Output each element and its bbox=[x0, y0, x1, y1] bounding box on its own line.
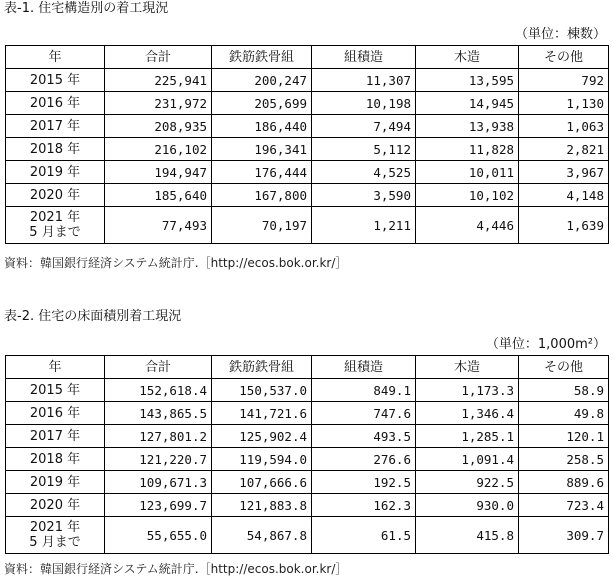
masonry-cell: 4,525 bbox=[312, 161, 416, 184]
wood-cell: 10,011 bbox=[416, 161, 519, 184]
column-header-wood: 木造 bbox=[416, 46, 519, 69]
table-row bbox=[6, 471, 609, 494]
steel-cell: 167,800 bbox=[212, 184, 312, 207]
other-cell: 723.4 bbox=[519, 494, 609, 517]
total-cell: 77,493 bbox=[105, 207, 212, 244]
year-cell bbox=[6, 207, 105, 244]
year-line: 2021 年 bbox=[29, 210, 81, 225]
year-line: 2021 年 bbox=[29, 520, 81, 535]
other-cell: 889.6 bbox=[519, 471, 609, 494]
table-row bbox=[6, 161, 609, 184]
other-cell: 4,148 bbox=[519, 184, 609, 207]
table-row bbox=[6, 494, 609, 517]
wood-cell: 11,828 bbox=[416, 138, 519, 161]
masonry-cell: 7,494 bbox=[312, 115, 416, 138]
total-cell: 225,941 bbox=[105, 69, 212, 92]
masonry-cell: 162.3 bbox=[312, 494, 416, 517]
masonry-cell: 1,211 bbox=[312, 207, 416, 244]
steel-cell: 141,721.6 bbox=[212, 402, 312, 425]
other-cell: 1,639 bbox=[519, 207, 609, 244]
other-cell: 49.8 bbox=[519, 402, 609, 425]
steel-cell: 70,197 bbox=[212, 207, 312, 244]
year-cell: 2015 年 bbox=[6, 69, 105, 92]
table-row bbox=[6, 402, 609, 425]
column-header-total: 合計 bbox=[105, 356, 212, 379]
total-cell: 55,655.0 bbox=[105, 517, 212, 554]
table-row bbox=[6, 448, 609, 471]
table1-unit: （単位：棟数） bbox=[514, 27, 606, 42]
total-cell: 208,935 bbox=[105, 115, 212, 138]
masonry-cell: 276.6 bbox=[312, 448, 416, 471]
total-cell: 231,972 bbox=[105, 92, 212, 115]
wood-cell: 1,285.1 bbox=[416, 425, 519, 448]
wood-cell: 4,446 bbox=[416, 207, 519, 244]
total-cell: 121,220.7 bbox=[105, 448, 212, 471]
other-cell: 309.7 bbox=[519, 517, 609, 554]
column-header-other: その他 bbox=[519, 356, 609, 379]
total-cell: 216,102 bbox=[105, 138, 212, 161]
other-cell: 58.9 bbox=[519, 379, 609, 402]
steel-cell: 150,537.0 bbox=[212, 379, 312, 402]
year-cell bbox=[6, 517, 105, 554]
column-header-other: その他 bbox=[519, 46, 609, 69]
year-cell: 2017 年 bbox=[6, 115, 105, 138]
year-cell: 2017 年 bbox=[6, 425, 105, 448]
other-cell: 3,967 bbox=[519, 161, 609, 184]
column-header-year: 年 bbox=[6, 46, 105, 69]
table-row bbox=[6, 69, 609, 92]
masonry-cell: 747.6 bbox=[312, 402, 416, 425]
table-row bbox=[6, 517, 609, 554]
steel-cell: 186,440 bbox=[212, 115, 312, 138]
wood-cell: 415.8 bbox=[416, 517, 519, 554]
table2-unit: （単位：1,000m²） bbox=[485, 337, 606, 352]
table-row bbox=[6, 184, 609, 207]
other-cell: 1,130 bbox=[519, 92, 609, 115]
total-cell: 194,947 bbox=[105, 161, 212, 184]
wood-cell: 14,945 bbox=[416, 92, 519, 115]
column-header-year: 年 bbox=[6, 356, 105, 379]
column-header-steel: 鉄筋鉄骨組 bbox=[212, 356, 312, 379]
total-cell: 152,618.4 bbox=[105, 379, 212, 402]
other-cell: 2,821 bbox=[519, 138, 609, 161]
steel-cell: 205,699 bbox=[212, 92, 312, 115]
other-cell: 258.5 bbox=[519, 448, 609, 471]
total-cell: 127,801.2 bbox=[105, 425, 212, 448]
table-row bbox=[6, 425, 609, 448]
masonry-cell: 11,307 bbox=[312, 69, 416, 92]
table1-title: 表-1. 住宅構造別の着工現況 bbox=[4, 1, 169, 16]
table-row bbox=[6, 207, 609, 244]
year-cell: 2018 年 bbox=[6, 138, 105, 161]
year-cell: 2015 年 bbox=[6, 379, 105, 402]
masonry-cell: 61.5 bbox=[312, 517, 416, 554]
total-cell: 143,865.5 bbox=[105, 402, 212, 425]
other-cell: 792 bbox=[519, 69, 609, 92]
wood-cell: 922.5 bbox=[416, 471, 519, 494]
wood-cell: 13,595 bbox=[416, 69, 519, 92]
other-cell: 120.1 bbox=[519, 425, 609, 448]
column-header-total: 合計 bbox=[105, 46, 212, 69]
masonry-cell: 849.1 bbox=[312, 379, 416, 402]
column-header-wood: 木造 bbox=[416, 356, 519, 379]
wood-cell: 930.0 bbox=[416, 494, 519, 517]
year-line: 5 月まで bbox=[29, 225, 81, 240]
table-row bbox=[6, 92, 609, 115]
masonry-cell: 493.5 bbox=[312, 425, 416, 448]
year-cell: 2016 年 bbox=[6, 402, 105, 425]
steel-cell: 196,341 bbox=[212, 138, 312, 161]
year-line: 5 月まで bbox=[29, 535, 81, 550]
table1-header-row bbox=[6, 46, 609, 69]
table2 bbox=[5, 355, 609, 554]
column-header-masonry: 組積造 bbox=[312, 356, 416, 379]
total-cell: 123,699.7 bbox=[105, 494, 212, 517]
table2-header-row bbox=[6, 356, 609, 379]
table1-source: 資料：韓国銀行経済システム統計庁.［http://ecos.bok.or.kr/］ bbox=[4, 256, 348, 270]
steel-cell: 176,444 bbox=[212, 161, 312, 184]
table-row bbox=[6, 115, 609, 138]
masonry-cell: 5,112 bbox=[312, 138, 416, 161]
wood-cell: 10,102 bbox=[416, 184, 519, 207]
column-header-steel: 鉄筋鉄骨組 bbox=[212, 46, 312, 69]
table-row bbox=[6, 138, 609, 161]
steel-cell: 200,247 bbox=[212, 69, 312, 92]
steel-cell: 107,666.6 bbox=[212, 471, 312, 494]
wood-cell: 1,091.4 bbox=[416, 448, 519, 471]
steel-cell: 125,902.4 bbox=[212, 425, 312, 448]
masonry-cell: 3,590 bbox=[312, 184, 416, 207]
steel-cell: 121,883.8 bbox=[212, 494, 312, 517]
wood-cell: 13,938 bbox=[416, 115, 519, 138]
column-header-masonry: 組積造 bbox=[312, 46, 416, 69]
year-cell: 2018 年 bbox=[6, 448, 105, 471]
table-row bbox=[6, 379, 609, 402]
year-cell: 2020 年 bbox=[6, 494, 105, 517]
year-cell: 2019 年 bbox=[6, 161, 105, 184]
other-cell: 1,063 bbox=[519, 115, 609, 138]
year-cell: 2020 年 bbox=[6, 184, 105, 207]
year-cell: 2016 年 bbox=[6, 92, 105, 115]
year-cell: 2019 年 bbox=[6, 471, 105, 494]
total-cell: 109,671.3 bbox=[105, 471, 212, 494]
masonry-cell: 10,198 bbox=[312, 92, 416, 115]
wood-cell: 1,346.4 bbox=[416, 402, 519, 425]
table2-title: 表-2. 住宅の床面積別着工現況 bbox=[4, 309, 182, 324]
steel-cell: 54,867.8 bbox=[212, 517, 312, 554]
masonry-cell: 192.5 bbox=[312, 471, 416, 494]
wood-cell: 1,173.3 bbox=[416, 379, 519, 402]
total-cell: 185,640 bbox=[105, 184, 212, 207]
steel-cell: 119,594.0 bbox=[212, 448, 312, 471]
table1 bbox=[5, 45, 609, 244]
table2-source: 資料：韓国銀行経済システム統計庁.［http://ecos.bok.or.kr/］ bbox=[4, 562, 348, 576]
